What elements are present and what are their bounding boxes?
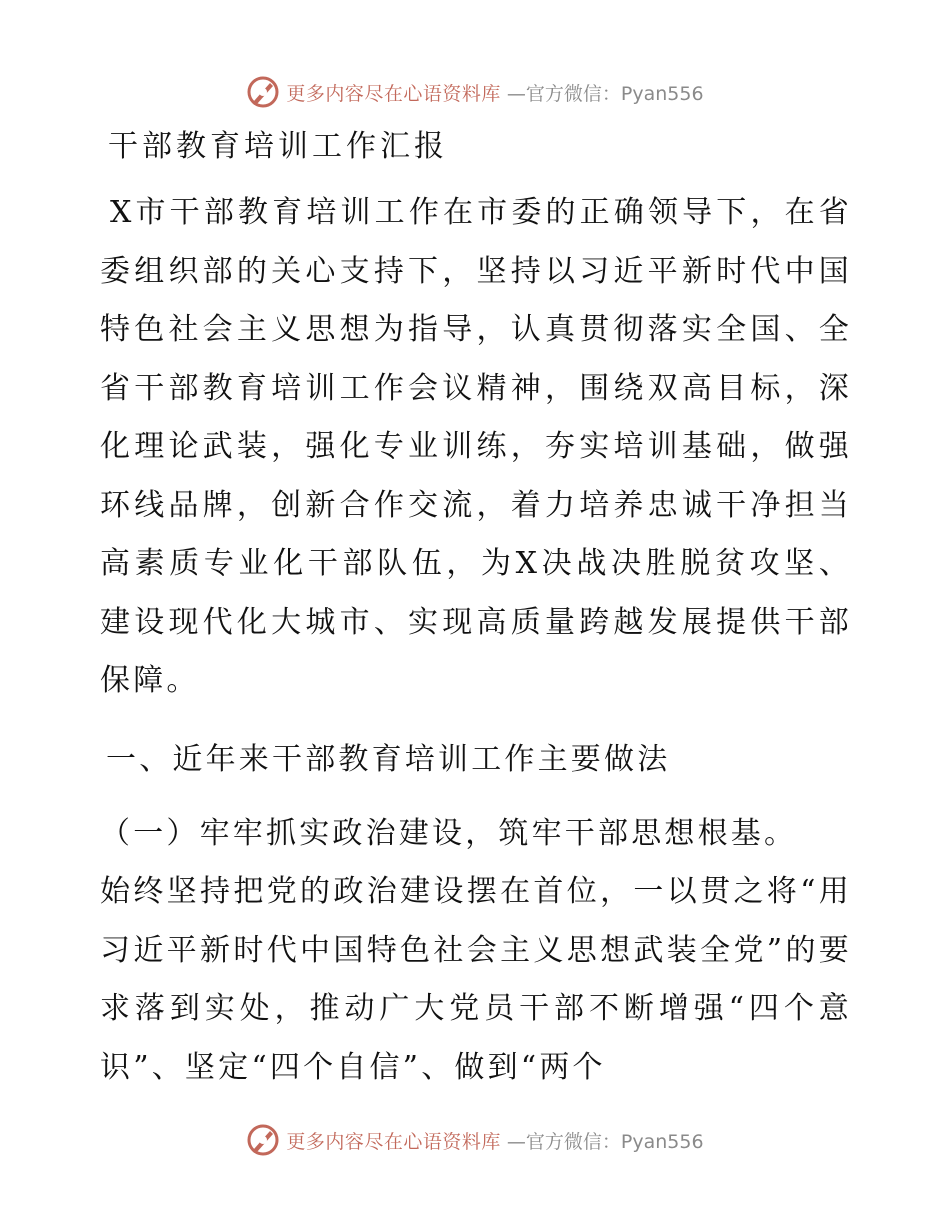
document-title: 干部教育培训工作汇报	[108, 129, 448, 164]
intro-paragraph: X市干部教育培训工作在市委的正确领导下，在省委组织部的关心支持下，坚持以习近平新时代中国特色社会主义思想为指导，认真贯彻落实全国、全省干部教育培训工作会议精神，围绕双高目标，深化理论武装，强化专业训练，夯实培训基础，做强环线品牌，创新合作交流，着力培养忠诚干净担当高素质专业化干部队伍，为X决战决胜脱贫攻坚、建设现代化大城市、实现高质量跨越发展提供干部保障。	[100, 195, 852, 698]
watermark-sub-text: —官方微信：Pyan556	[506, 1130, 704, 1153]
watermark-main-text: 更多内容尽在心语资料库	[286, 82, 501, 105]
subsection-heading: （一）牢牢抓实政治建设，筑牢干部思想根基。	[100, 815, 798, 851]
subsection-paragraph: 始终坚持把党的政治建设摆在首位，一以贯之将“用习近平新时代中国特色社会主义思想武装全党”的要求落到实处，推动广大党员干部不断增强“四个意识”、坚定“四个自信”、做到“两个	[100, 874, 852, 1085]
footer-watermark	[0, 1118, 950, 1162]
watermark-sub-text: —官方微信：Pyan556	[506, 82, 704, 105]
pen-logo-icon	[246, 1123, 280, 1157]
pen-logo-icon	[246, 75, 280, 109]
header-watermark	[0, 70, 950, 114]
section-heading: 一、近年来干部教育培训工作主要做法	[106, 741, 671, 777]
watermark-main-text: 更多内容尽在心语资料库	[286, 1130, 501, 1153]
document-body	[100, 118, 852, 1097]
